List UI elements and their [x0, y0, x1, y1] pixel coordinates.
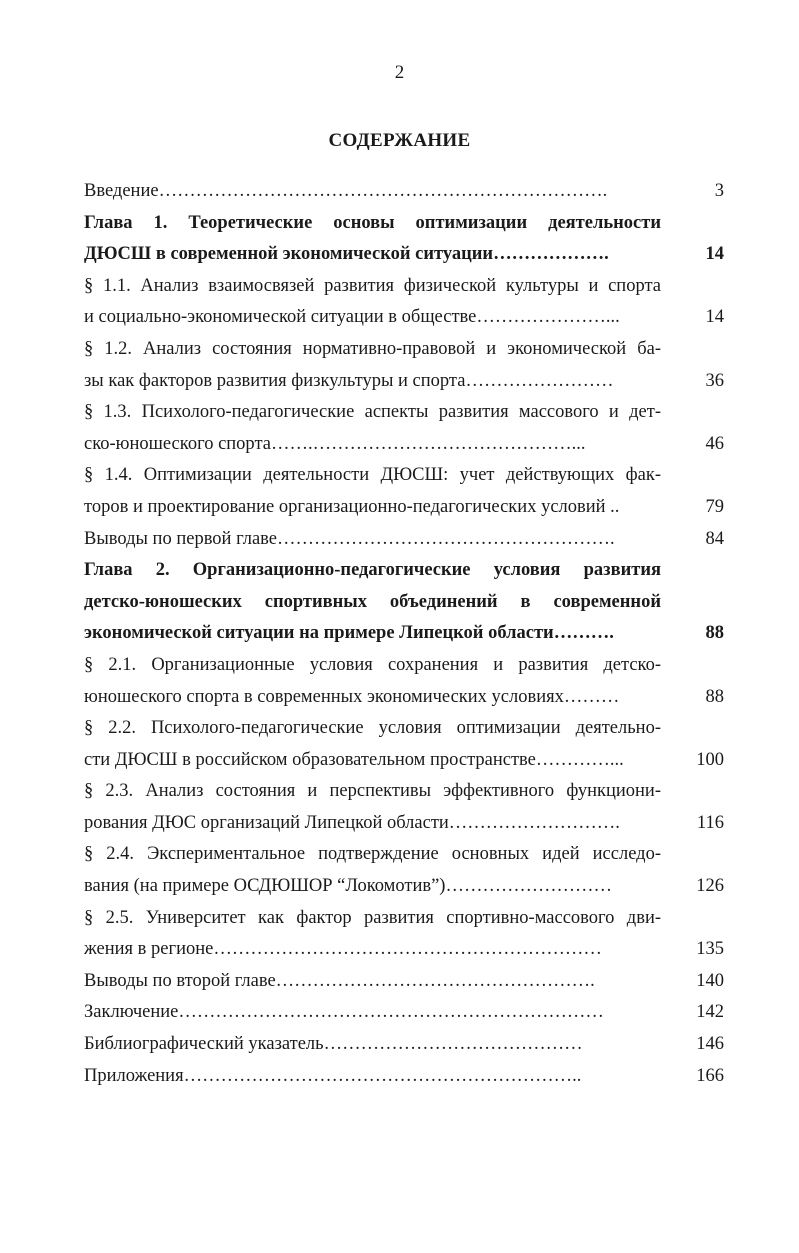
toc-entry-text: § 1.2. Анализ состояния нормативно-правовой и экономической ба-	[84, 338, 661, 359]
toc-entry-text: Глава 1. Теоретические основы оптимизации деятельности	[84, 212, 661, 233]
toc-page-number: 100	[696, 749, 724, 770]
toc-page-number: 140	[696, 970, 724, 991]
toc-entry	[84, 176, 724, 208]
toc-entry-text: Библиографический указатель……………………………………	[84, 1034, 583, 1055]
toc-page-number: 166	[696, 1065, 724, 1086]
toc-page-number: 79	[705, 496, 724, 517]
toc-page-number: 14	[705, 244, 724, 265]
toc-entry-text: § 2.4. Экспериментальное подтверждение основных идей исследо-	[84, 844, 661, 865]
toc-entry-text: Выводы по второй главе…………………………………………….	[84, 970, 595, 991]
toc-entry-text: Заключение……………………………………………………………	[84, 1002, 604, 1023]
page-number: 2	[394, 62, 405, 83]
table-of-contents	[84, 176, 724, 1092]
toc-entry-text: Введение……………………………………………………………….	[84, 181, 608, 201]
toc-page-number: 146	[696, 1034, 724, 1055]
toc-entry-text: юношеского спорта в современных экономических условиях………	[84, 686, 620, 707]
toc-entry	[84, 555, 724, 650]
toc-entry	[84, 1061, 724, 1093]
toc-entry	[84, 966, 724, 998]
toc-entry	[84, 1029, 724, 1061]
toc-entry-text: детско-юношеских спортивных объединений в современной	[84, 591, 661, 612]
toc-page-number: 126	[696, 876, 724, 897]
toc-page-number: 116	[696, 812, 724, 833]
toc-entry	[84, 271, 724, 334]
toc-page-number: 88	[705, 686, 724, 707]
toc-entry-text: § 2.2. Психолого-педагогические условия оптимизации деятельно-	[84, 718, 661, 739]
toc-entry-text: Приложения………………………………………………………..	[84, 1065, 582, 1086]
toc-entry-text: Глава 2. Организационно-педагогические условия развития	[84, 560, 661, 581]
toc-entry	[84, 713, 724, 776]
toc-entry	[84, 208, 724, 271]
toc-entry-text: ско-юношеского спорта…….……………………………………...	[84, 433, 586, 454]
toc-entry-text: жения в регионе………………………………………………………	[84, 939, 602, 960]
toc-page-number: 88	[705, 623, 724, 644]
toc-entry-text: ДЮСШ в современной экономической ситуации……………….	[84, 244, 609, 265]
toc-entry-text: § 2.5. Университет как фактор развития спортивно-массового дви-	[84, 907, 661, 928]
toc-entry	[84, 903, 724, 966]
toc-entry-text: экономической ситуации на примере Липецкой области……….	[84, 623, 614, 644]
toc-entry-text: § 2.1. Организационные условия сохранения и развития детско-	[84, 654, 661, 675]
toc-entry-text: сти ДЮСШ в российском образовательном пространстве…………...	[84, 749, 624, 770]
toc-entry	[84, 397, 724, 460]
toc-page-number: 3	[714, 181, 724, 201]
toc-entry-text: § 1.3. Психолого-педагогические аспекты развития массового и дет-	[84, 402, 661, 423]
toc-page-number: 84	[705, 528, 724, 549]
toc-entry	[84, 839, 724, 902]
toc-entry	[84, 460, 724, 523]
toc-page-number: 46	[705, 433, 724, 454]
toc-page-number: 135	[696, 939, 724, 960]
toc-entry	[84, 334, 724, 397]
toc-entry-text: зы как факторов развития физкультуры и спорта……………………	[84, 370, 614, 391]
toc-entry	[84, 776, 724, 839]
toc-page-number: 142	[696, 1002, 724, 1023]
toc-entry-text: рования ДЮС организаций Липецкой области……………………….	[84, 812, 620, 833]
toc-entry-text: § 2.3. Анализ состояния и перспективы эффективного функциони-	[84, 781, 661, 802]
toc-page-number: 36	[705, 370, 724, 391]
toc-entry-text: торов и проектирование организационно-педагогических условий ..	[84, 496, 620, 517]
toc-entry-text: § 1.1. Анализ взаимосвязей развития физической культуры и спорта	[84, 275, 661, 296]
toc-page-number: 14	[705, 307, 724, 328]
page-title: СОДЕРЖАНИЕ	[328, 130, 471, 151]
toc-entry	[84, 524, 724, 556]
toc-entry	[84, 650, 724, 713]
toc-entry-text: § 1.4. Оптимизации деятельности ДЮСШ: учет действующих фак-	[84, 465, 661, 486]
toc-entry-text: вания (на примере ОСДЮШОР “Локомотив”)………………………	[84, 876, 612, 897]
toc-entry-text: и социально-экономической ситуации в обществе…………………...	[84, 307, 620, 328]
toc-entry	[84, 997, 724, 1029]
toc-entry-text: Выводы по первой главе……………………………………………….	[84, 528, 615, 549]
